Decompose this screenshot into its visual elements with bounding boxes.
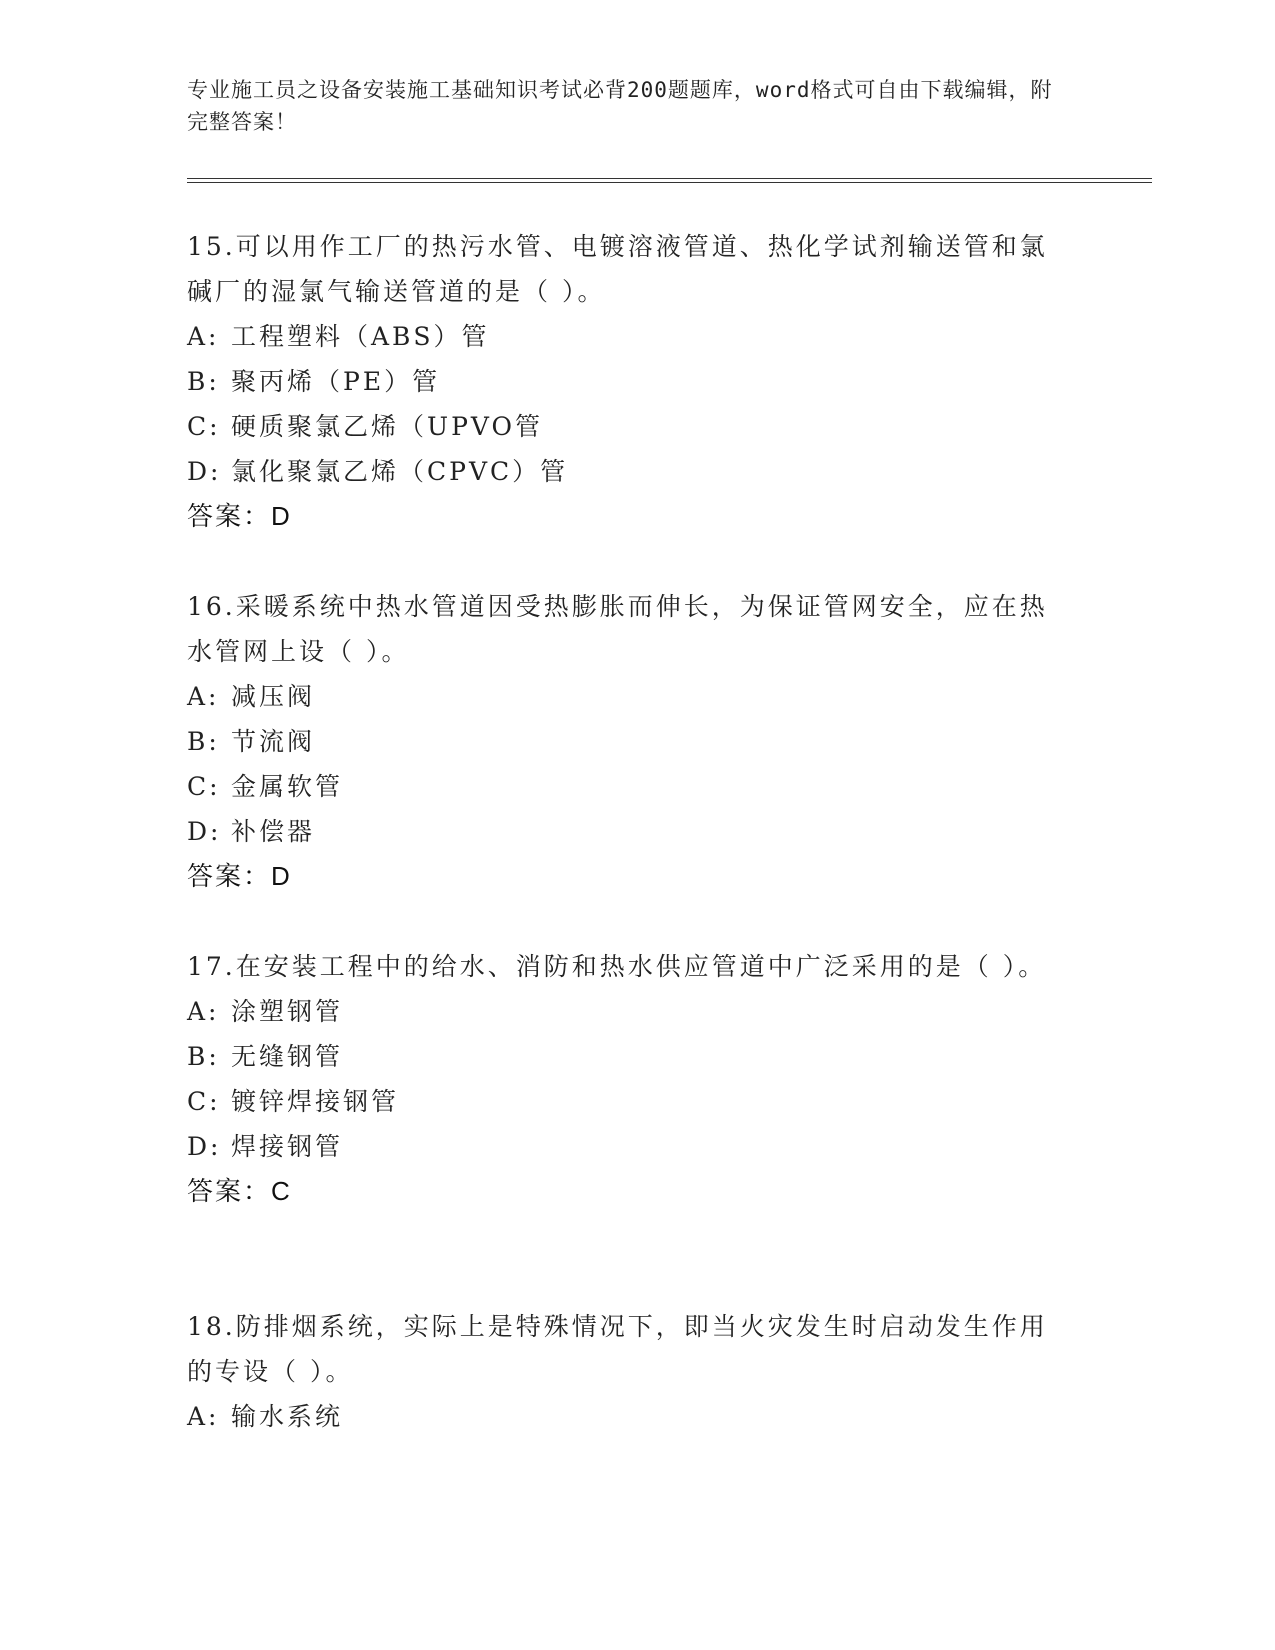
option-b [187,359,1087,404]
answer-line: 答案：D [187,861,292,891]
option-key: D: [187,457,222,486]
option-c [187,404,1087,449]
option-key: A: [187,682,220,711]
header-divider [187,178,1152,183]
option-a [187,989,1087,1034]
option-text: 输水系统 [231,1402,344,1431]
question-17 [187,944,1087,1214]
option-text: 无缝钢管 [231,1042,344,1071]
option-a [187,1394,1087,1439]
answer-line: 答案：C [187,1176,292,1206]
option-text: 氯化聚氯乙烯（CPVC）管 [231,457,569,486]
option-key: A: [187,1402,220,1431]
option-text: 镀锌焊接钢管 [231,1087,400,1116]
document-header: 专业施工员之设备安装施工基础知识考试必背200题题库，word格式可自由下载编辑，附完整答案！ [187,78,1053,134]
option-text: 减压阀 [231,682,316,711]
answer-line: 答案：D [187,501,292,531]
option-key: D: [187,1132,222,1161]
question-stem: 15.可以用作工厂的热污水管、电镀溶液管道、热化学试剂输送管和氯碱厂的湿氯气输送管道的是（ ）。 [187,232,1048,306]
option-c [187,764,1087,809]
option-key: A: [187,997,220,1026]
option-a [187,314,1087,359]
option-key: C: [187,1087,221,1116]
question-stem: 18.防排烟系统，实际上是特殊情况下，即当火灾发生时启动发生作用的专设（ ）。 [187,1312,1048,1386]
option-d [187,1124,1087,1169]
option-key: B: [187,727,220,756]
option-key: B: [187,367,220,396]
option-key: D: [187,817,222,846]
option-b [187,1034,1087,1079]
option-text: 工程塑料（ABS）管 [231,322,490,351]
question-stem: 16.采暖系统中热水管道因受热膨胀而伸长，为保证管网安全，应在热水管网上设（ ）。 [187,592,1048,666]
option-key: C: [187,412,221,441]
option-text: 节流阀 [231,727,316,756]
option-key: C: [187,772,221,801]
option-text: 焊接钢管 [231,1132,344,1161]
option-text: 硬质聚氯乙烯（UPVO管 [231,412,544,441]
option-text: 聚丙烯（PE）管 [231,367,441,396]
option-text: 补偿器 [231,817,316,846]
option-c [187,1079,1087,1124]
option-d [187,449,1087,494]
option-a [187,674,1087,719]
question-18 [187,1304,1087,1439]
option-text: 涂塑钢管 [231,997,344,1026]
option-b [187,719,1087,764]
option-key: B: [187,1042,220,1071]
question-16 [187,584,1087,899]
question-stem: 17.在安装工程中的给水、消防和热水供应管道中广泛采用的是（ ）。 [187,952,1047,981]
question-15 [187,224,1087,539]
option-text: 金属软管 [231,772,344,801]
option-key: A: [187,322,220,351]
option-d [187,809,1087,854]
